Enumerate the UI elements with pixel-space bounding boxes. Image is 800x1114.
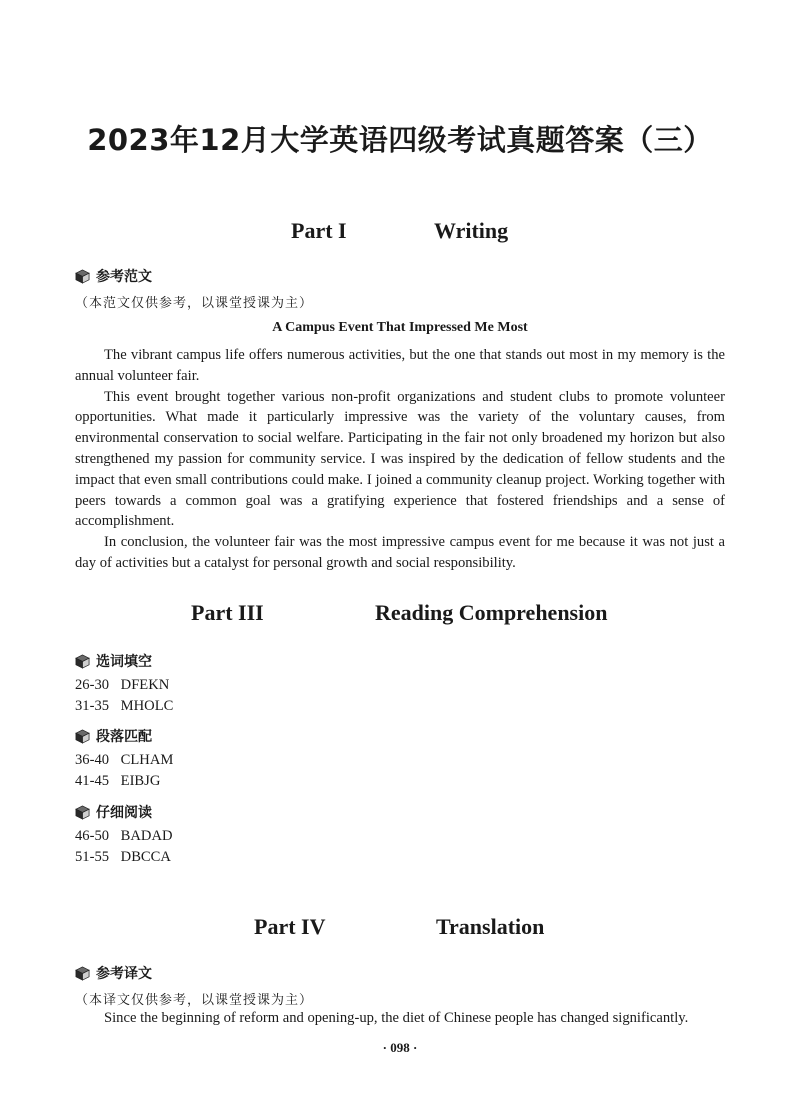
answer-letters: EIBJG — [120, 773, 161, 789]
answer-range: 26-30 — [75, 677, 110, 693]
reading-section-heading — [75, 651, 152, 671]
cube-icon — [75, 654, 90, 669]
answer-row — [75, 750, 173, 771]
essay-paragraph: In conclusion, the volunteer fair was the most impressive campus event for me because it was not just a day of activities but a catalyst for personal growth and social responsibility. — [75, 534, 725, 571]
reading-section-heading — [75, 726, 152, 746]
cube-icon — [75, 269, 90, 284]
section-heading-text: 段落匹配 — [96, 729, 152, 745]
answer-letters: MHOLC — [120, 698, 174, 714]
answer-letters: DBCCA — [120, 849, 171, 865]
answer-letters: BADAD — [120, 828, 173, 844]
answer-letters: CLHAM — [120, 752, 174, 768]
section-heading-text: 仔细阅读 — [96, 805, 152, 821]
part-i-label: Part I — [291, 218, 347, 243]
essay-title: A Campus Event That Impressed Me Most — [272, 320, 528, 335]
translation-text: Since the beginning of reform and opening-up, the diet of Chinese people has changed significantly. — [104, 1010, 689, 1026]
part-iii-name: Reading Comprehension — [375, 600, 608, 625]
writing-section-heading — [75, 266, 152, 286]
writing-note: （本范文仅供参考，以课堂授课为主） — [75, 296, 314, 311]
part-i-name: Writing — [434, 218, 509, 243]
translation-note: （本译文仅供参考，以课堂授课为主） — [75, 993, 314, 1008]
answer-range: 31-35 — [75, 698, 110, 714]
section-heading-text: 参考译文 — [96, 966, 152, 982]
answer-range: 41-45 — [75, 773, 110, 789]
cube-icon — [75, 729, 90, 744]
translation-section-heading — [75, 963, 152, 983]
cube-icon — [75, 966, 90, 981]
answer-letters: DFEKN — [120, 677, 170, 693]
section-heading-text: 选词填空 — [96, 654, 152, 670]
answer-range: 36-40 — [75, 752, 110, 768]
cube-icon — [75, 805, 90, 820]
reading-section-heading — [75, 802, 152, 822]
answer-row — [75, 826, 173, 847]
section-heading-text: 参考范文 — [96, 269, 152, 285]
answer-row — [75, 771, 160, 792]
essay-paragraph: This event brought together various non-profit organizations and student clubs to promote volunteer opportunities. What made it particularly impressive was the variety of the voluntary causes, from environmental conservation to social welfare. Participating in the fair not only broadened my horizon but also strengthened my passion for community service. I was inspired by the dedication of fellow students and the impact that even small contributions could make. I joined a community cleanup project. Working together with peers towards a common goal was a gratifying experience that fostered friendships and a sense of accomplishment. — [75, 388, 725, 530]
part-iii-label: Part III — [191, 600, 264, 625]
page-number: · 098 · — [382, 1040, 418, 1055]
answer-row — [75, 847, 171, 868]
answer-range: 51-55 — [75, 849, 110, 865]
essay-body — [75, 345, 725, 574]
page-title: 2023年12月大学英语四级考试真题答案（三） — [87, 123, 713, 157]
answer-range: 46-50 — [75, 828, 110, 844]
part-iv-label: Part IV — [254, 914, 326, 939]
answer-row — [75, 675, 169, 696]
essay-paragraph: The vibrant campus life offers numerous activities, but the one that stands out most in my memory is the annual volunteer fair. — [75, 347, 725, 384]
part-iv-name: Translation — [436, 914, 545, 939]
answer-row — [75, 696, 173, 717]
